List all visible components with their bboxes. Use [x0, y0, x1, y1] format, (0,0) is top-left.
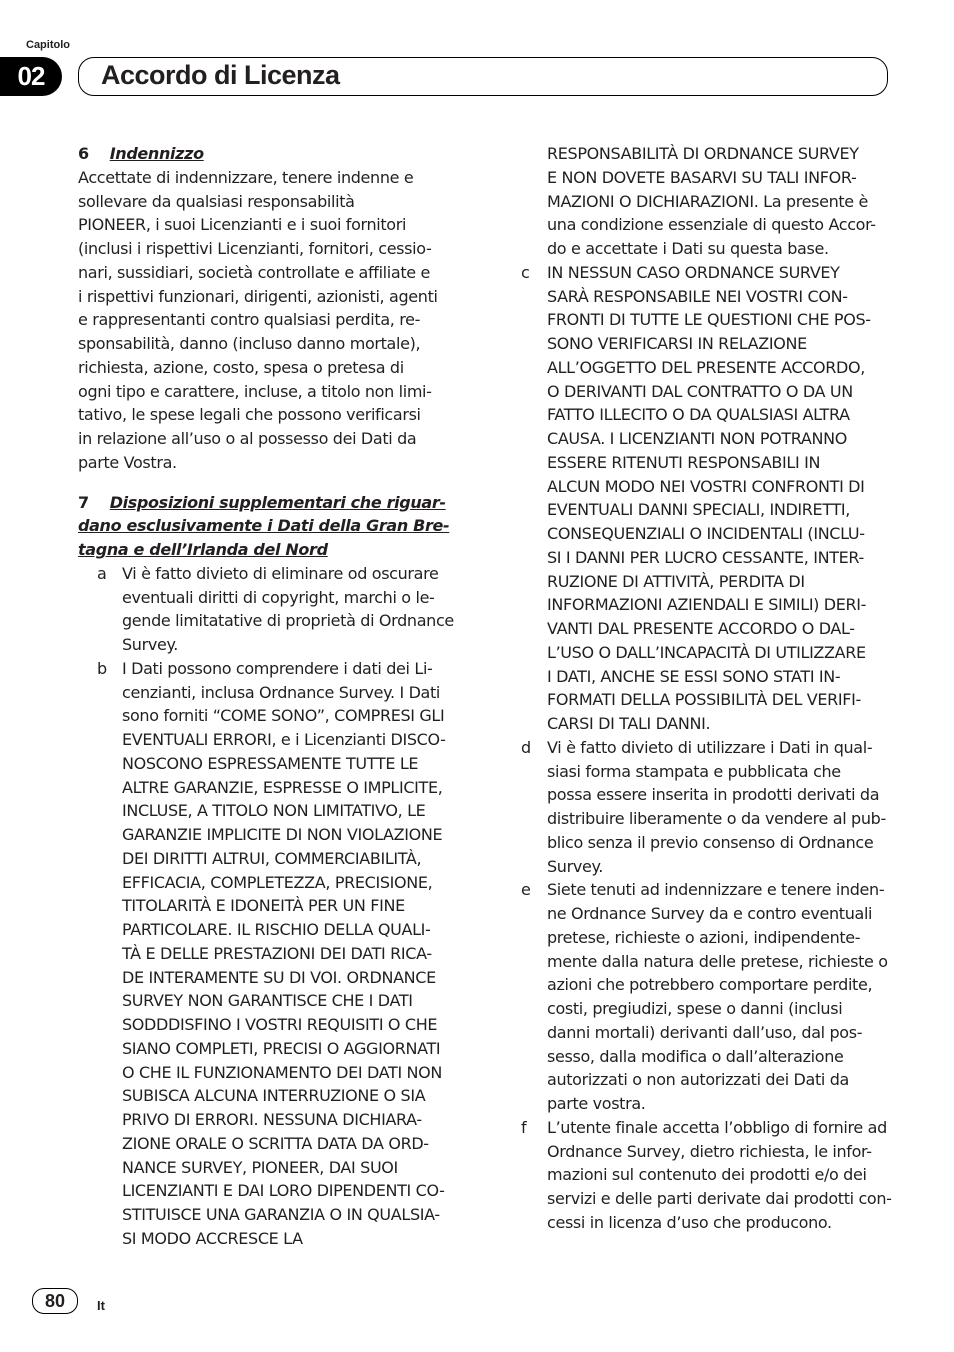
text-line: ne Ordnance Survey da e contro eventuali — [547, 904, 873, 923]
text-line: e rappresentanti contro qualsiasi perdita, re- — [78, 310, 421, 330]
list-marker: c — [521, 262, 530, 282]
text-line: L’USO O DALL’INCAPACITÀ DI UTILIZZARE — [547, 642, 866, 662]
text-line: CONSEQUENZIALI O INCIDENTALI (INCLU- — [547, 524, 865, 543]
heading-line — [78, 538, 468, 562]
heading-text: dano esclusivamente i Dati della Gran Bre- — [78, 516, 450, 536]
text-line: SI MODO ACCRESCE LA — [122, 1228, 303, 1248]
heading-line — [78, 514, 468, 538]
text-line: SONO VERIFICARSI IN RELAZIONE — [547, 334, 807, 353]
chapter-number-tab: 02 — [0, 57, 62, 96]
text-line: ALTRE GARANZIE, ESPRESSE O IMPLICITE, — [122, 777, 443, 797]
heading-text: Disposizioni supplementari che riguar- — [109, 492, 446, 512]
right-column — [521, 142, 901, 1235]
text-line: L’utente finale accetta l’obbligo di fornire ad — [547, 1117, 887, 1137]
text-line: eventuali diritti di copyright, marchi o le- — [122, 587, 435, 607]
heading-line — [78, 491, 468, 515]
text-line: FORMATI DELLA POSSIBILITÀ DEL VERIFI- — [547, 690, 861, 710]
list-item — [521, 878, 901, 1116]
text-line: SIANO COMPLETI, PRECISI O AGGIORNATI — [122, 1038, 441, 1058]
text-line: INCLUSE, A TITOLO NON LIMITATIVO, LE — [122, 801, 426, 821]
text-line: NANCE SURVEY, PIONEER, DAI SUOI — [122, 1157, 398, 1177]
text-line: do e accettate i Dati su questa base. — [547, 239, 829, 258]
list-item — [78, 657, 468, 1251]
text-line: PRIVO DI ERRORI. NESSUNA DICHIARA- — [122, 1110, 422, 1129]
heading-text: tagna e dell’Irlanda del Nord — [78, 540, 328, 559]
text-line: Survey. — [122, 635, 179, 654]
text-line: parte vostra. — [547, 1094, 646, 1113]
text-line: autorizzati o non autorizzati dei Dati da — [547, 1070, 849, 1090]
text-line: I Dati possono comprendere i dati dei Li- — [122, 658, 433, 678]
list-marker: f — [521, 1117, 527, 1137]
text-line: mente dalla natura delle pretese, richieste o — [547, 951, 888, 971]
list-item — [521, 142, 901, 261]
text-line: SUBISCA ALCUNA INTERRUZIONE O SIA — [122, 1086, 426, 1106]
text-line: TITOLARITÀ E IDONEITÀ PER UN FINE — [122, 896, 405, 916]
text-line: siasi forma stampata e pubblicata che — [547, 761, 841, 781]
text-line: azioni che potrebbero comportare perdite, — [547, 975, 873, 995]
text-line: EVENTUALI DANNI SPECIALI, INDIRETTI, — [547, 500, 850, 520]
text-line: FATTO ILLECITO O DA QUALSIASI ALTRA — [547, 405, 850, 425]
section-heading — [78, 142, 468, 166]
text-line: SURVEY NON GARANTISCE CHE I DATI — [122, 991, 413, 1011]
text-line: gende limitatative di proprietà di Ordnance — [122, 611, 454, 631]
text-line: pretese, richieste o azioni, indipendente- — [547, 927, 861, 947]
list-item — [521, 1116, 901, 1235]
text-line: (inclusi i rispettivi Licenzianti, fornitori, cessio- — [78, 239, 432, 258]
text-line: O CHE IL FUNZIONAMENTO DEI DATI NON — [122, 1062, 443, 1082]
text-line: mazioni sul contenuto dei prodotti e/o dei — [547, 1165, 867, 1185]
text-line: VANTI DAL PRESENTE ACCORDO O DAL- — [547, 619, 855, 638]
text-line: possa essere inserita in prodotti derivati da — [547, 785, 880, 805]
text-line: O DERIVANTI DAL CONTRATTO O DA UN — [547, 381, 853, 401]
text-line: RUZIONE DI ATTIVITÀ, PERDITA DI — [547, 571, 805, 591]
text-line: sesso, dalla modifica o dall’alterazione — [547, 1046, 844, 1066]
text-line: PARTICOLARE. IL RISCHIO DELLA QUALI- — [122, 920, 431, 939]
section-heading — [78, 491, 468, 562]
text-line: ALL’OGGETTO DEL PRESENTE ACCORDO, — [547, 357, 865, 377]
text-line: SODDDISFINO I VOSTRI REQUISITI O CHE — [122, 1015, 438, 1034]
text-line: parte Vostra. — [78, 452, 177, 472]
list-item — [521, 736, 901, 879]
text-line: IN NESSUN CASO ORDNANCE SURVEY — [547, 262, 840, 282]
text-line: richiesta, azione, costo, spesa o pretesa di — [78, 357, 404, 377]
text-line: SARÀ RESPONSABILE NEI VOSTRI CON- — [547, 286, 848, 306]
text-line: Ordnance Survey, dietro richiesta, le infor- — [547, 1141, 872, 1161]
heading-line — [78, 142, 468, 166]
text-line: i rispettivi funzionari, dirigenti, azionisti, agenti — [78, 286, 438, 306]
text-line: INFORMAZIONI AZIENDALI E SIMILI) DERI- — [547, 595, 867, 615]
text-line: cenzianti, inclusa Ordnance Survey. I Dati — [122, 682, 441, 702]
language-code: It — [97, 1298, 105, 1313]
paragraph — [78, 166, 468, 475]
text-line: EVENTUALI ERRORI, e i Licenzianti DISCO- — [122, 730, 446, 749]
text-line: Accettate di indennizzare, tenere indenne e — [78, 167, 414, 187]
text-line: NOSCONO ESPRESSAMENTE TUTTE LE — [122, 753, 419, 773]
text-line: Vi è fatto divieto di utilizzare i Dati in qual- — [547, 737, 873, 757]
page-number: 80 — [32, 1288, 78, 1314]
text-line: ALCUN MODO NEI VOSTRI CONFRONTI DI — [547, 476, 865, 496]
text-line: danni mortali) derivanti dall’uso, dal pos- — [547, 1022, 863, 1042]
section-number: 7 — [78, 492, 89, 512]
text-line: DE INTERAMENTE SU DI VOI. ORDNANCE — [122, 967, 436, 987]
text-line: Vi è fatto divieto di eliminare od oscurare — [122, 563, 439, 583]
text-line: sono forniti “COME SONO”, COMPRESI GLI — [122, 706, 445, 726]
text-line: tativo, le spese legali che possono verificarsi — [78, 405, 421, 425]
title-box — [78, 57, 888, 96]
text-line: nari, sussidiari, società controllate e affiliate e — [78, 262, 430, 282]
list-item — [521, 261, 901, 736]
text-line: Survey. — [547, 856, 604, 876]
text-line: distribuire liberamente o da vendere al pub- — [547, 809, 886, 828]
text-line: FRONTI DI TUTTE LE QUESTIONI CHE POS- — [547, 310, 871, 330]
text-line: CAUSA. I LICENZIANTI NON POTRANNO — [547, 429, 848, 448]
text-line: costi, pregiudizi, spese o danni (inclusi — [547, 999, 843, 1018]
text-line: SI I DANNI PER LUCRO CESSANTE, INTER- — [547, 547, 864, 567]
text-line: CARSI DI TALI DANNI. — [547, 714, 711, 733]
text-line: I DATI, ANCHE SE ESSI SONO STATI IN- — [547, 666, 841, 686]
section-number: 6 — [78, 144, 89, 163]
list-marker: a — [97, 563, 107, 583]
text-line: una condizione essenziale di questo Accor- — [547, 215, 876, 235]
text-line: sponsabilità, danno (incluso danno mortale), — [78, 334, 421, 353]
list-marker: d — [521, 737, 531, 757]
text-line: in relazione all’uso o al possesso dei Dati da — [78, 429, 417, 448]
heading-text: Indennizzo — [109, 144, 204, 163]
list-marker: b — [97, 658, 107, 678]
text-line: sollevare da qualsiasi responsabilità — [78, 191, 355, 211]
text-line: LICENZIANTI E DAI LORO DIPENDENTI CO- — [122, 1181, 445, 1201]
text-line: blico senza il previo consenso di Ordnance — [547, 832, 874, 852]
text-line: servizi e delle parti derivate dai prodotti con- — [547, 1189, 892, 1208]
text-line: STITUISCE UNA GARANZIA O IN QUALSIA- — [122, 1205, 440, 1224]
text-line: TÀ E DELLE PRESTAZIONI DEI DATI RICA- — [122, 943, 432, 963]
text-line: GARANZIE IMPLICITE DI NON VIOLAZIONE — [122, 825, 443, 844]
list-item — [78, 562, 468, 657]
chapter-label: Capitolo — [26, 39, 70, 51]
text-line: E NON DOVETE BASARVI SU TALI INFOR- — [547, 167, 857, 187]
left-column — [78, 142, 468, 1251]
text-line: PIONEER, i suoi Licenzianti e i suoi fornitori — [78, 215, 407, 235]
text-line: ESSERE RITENUTI RESPONSABILI IN — [547, 452, 821, 472]
text-line: MAZIONI O DICHIARAZIONI. La presente è — [547, 191, 869, 211]
text-line: cessi in licenza d’uso che producono. — [547, 1212, 832, 1232]
text-line: RESPONSABILITÀ DI ORDNANCE SURVEY — [547, 144, 859, 163]
page-title: Accordo di Licenza — [101, 60, 340, 90]
list-marker: e — [521, 880, 531, 900]
text-line: ogni tipo e carattere, incluse, a titolo non limi- — [78, 381, 432, 401]
text-line: ZIONE ORALE O SCRITTA DATA DA ORD- — [122, 1133, 429, 1153]
text-line: DEI DIRITTI ALTRUI, COMMERCIABILITÀ, — [122, 848, 422, 868]
text-line: EFFICACIA, COMPLETEZZA, PRECISIONE, — [122, 872, 433, 892]
text-line: Siete tenuti ad indennizzare e tenere inden- — [547, 880, 885, 900]
